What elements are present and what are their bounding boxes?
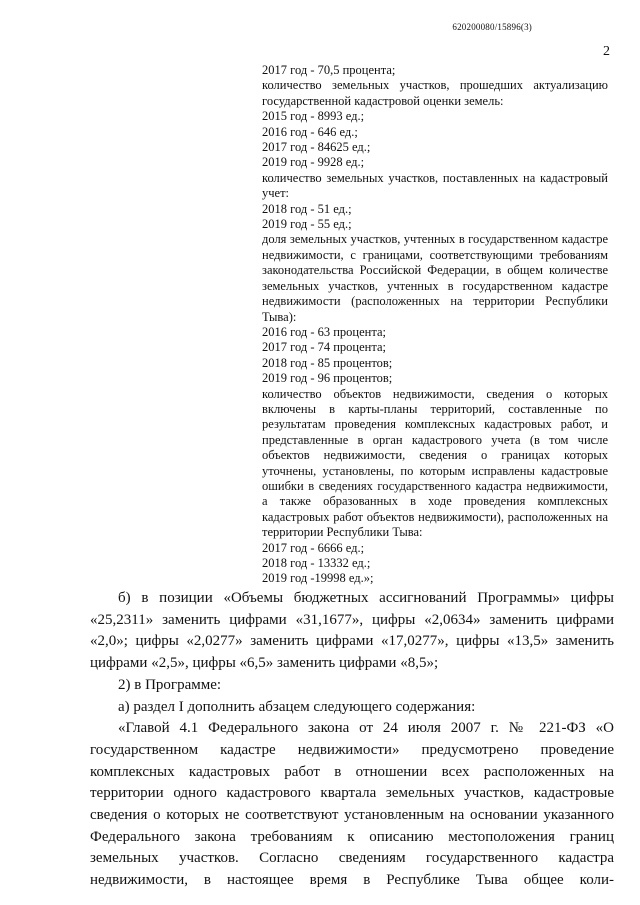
document-id: 620200080/15896(3) (452, 22, 532, 32)
page-number: 2 (603, 44, 610, 59)
indicator-line: 2015 год - 8993 ед.; (262, 109, 365, 124)
indicator-line: 2019 год - 9928 ед.; (262, 155, 365, 170)
indicator-heading: количество земельных участков, прошедших актуализацию государственной кадастровой оценки земель: (262, 78, 608, 108)
main-text (90, 588, 614, 892)
indicator-heading: количество объектов недвижимости, сведения о которых включены в карты-планы территорий, составленные по результатам проведения комплексных кадастровых работ, и представленные в орган кадастрового учета (в том числе объектов недвижимости, сведения о границах которых уточнены, установлены, по которым исправлены кадастровые ошибки в сведениях государственного кадастра недвижимости, а также образованных в ходе проведения комплексных кадастровых работ объектов недвижимости), расположенных на территории Республики Тыва: (262, 386, 608, 540)
paragraph-b: б) в позиции «Объемы бюджетных ассигнований Программы» цифры «25,2311» заменить цифрами «31,1677», цифры «2,0634» заменить цифрами «2,0»; цифры «2,0277» заменить цифрами «17,0277», цифры «13,5» заменить цифрами «2,5», цифры «6,5» заменить цифрами «8,5»; (90, 590, 614, 672)
paragraph-quote: «Главой 4.1 Федерального закона от 24 июля 2007 г. № 221-ФЗ «О государственном кадастре недвижимости» предусмотрено проведение комплексных кадастровых работ в отношении всех расположенных на территории одного кадастрового квартала земельных участков, кадастровые сведения о которых не соответствуют установленным на основании указанного Федерального закона требованиям к описанию местоположения границ земельных участков. Согласно сведениям государственного кадастра недвижимости, в настоящее время в Республике Тыва общее коли- (90, 720, 614, 889)
indicator-line: 2018 год - 13332 ед.; (262, 556, 371, 570)
indicator-line: 2019 год - 96 процентов; (262, 371, 393, 386)
indicators-column (262, 63, 608, 587)
paragraph-a: а) раздел I дополнить абзацем следующего содержания: (118, 698, 476, 715)
indicator-line: 2017 год - 74 процента; (262, 340, 386, 355)
indicator-line: 2018 год - 51 ед.; (262, 201, 352, 216)
indicator-heading: доля земельных участков, учтенных в государственном кадастре недвижимости, с границами, соответствующими требованиям законодательства Российской Федерации, в общем количестве земельных участков, учтенных в государственном кадастре недвижимости (расположенных на территории Республики Тыва): (262, 232, 608, 324)
indicator-line: 2016 год - 646 ед.; (262, 124, 358, 139)
indicator-heading: количество земельных участков, поставленных на кадастровый учет: (262, 170, 608, 201)
indicator-line: 2018 год - 85 процентов; (262, 355, 393, 370)
paragraph-2: 2) в Программе: (118, 676, 222, 693)
indicator-line: 2019 год -19998 ед.»; (262, 571, 374, 586)
indicator-line: 2017 год - 70,5 процента; (262, 63, 396, 77)
indicator-line: 2019 год - 55 ед.; (262, 217, 352, 232)
indicator-line: 2017 год - 84625 ед.; (262, 140, 371, 155)
indicator-line: 2016 год - 63 процента; (262, 324, 386, 339)
indicator-line: 2017 год - 6666 ед.; (262, 540, 365, 555)
